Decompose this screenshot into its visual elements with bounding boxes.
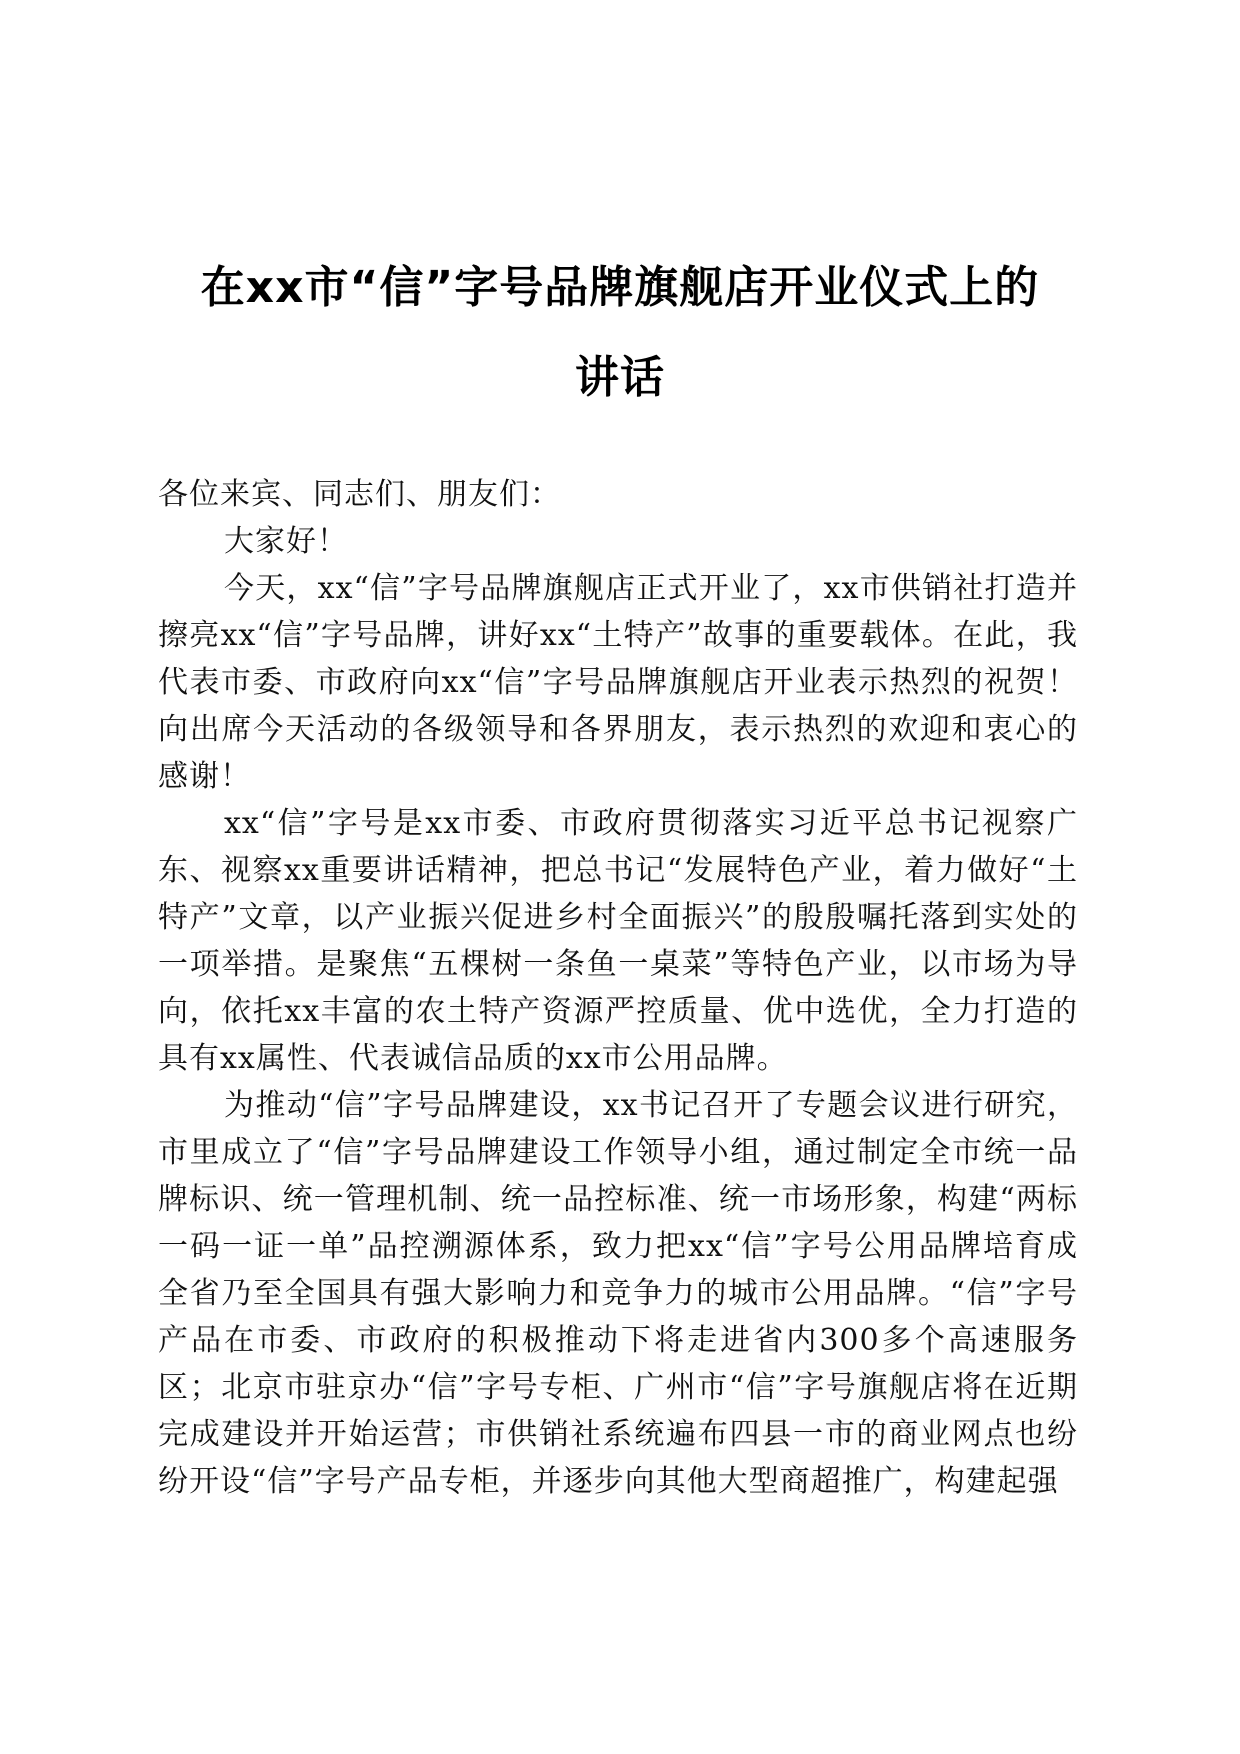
paragraph-2: xx“信”字号是xx市委、市政府贯彻落实习近平总书记视察广东、视察xx重要讲话精神，把总书记“发展特色产业，着力做好“土特产”文章，以产业振兴促进乡村全面振兴”的殷殷嘱托落到实处的一项举措。是聚焦“五棵树一条鱼一桌菜”等特色产业，以市场为导向，依托xx丰富的农土特产资源严控质量、优中选优，全力打造的具有xx属性、代表诚信品质的xx市公用品牌。 bbox=[158, 806, 1078, 1076]
document-body bbox=[158, 471, 1078, 1505]
paragraph-3: 为推动“信”字号品牌建设，xx书记召开了专题会议进行研究，市里成立了“信”字号品牌建设工作领导小组，通过制定全市统一品牌标识、统一管理机制、统一品控标准、统一市场形象，构建“两标一码一证一单”品控溯源体系，致力把xx“信”字号公用品牌培育成全省乃至全国具有强大影响力和竞争力的城市公用品牌。“信”字号产品在市委、市政府的积极推动下将走进省内300多个高速服务区；北京市驻京办“信”字号专柜、广州市“信”字号旗舰店将在近期完成建设并开始运营；市供销社系统遍布四县一市的商业网点也纷纷开设“信”字号产品专柜，并逐步向其他大型商超推广，构建起强 bbox=[158, 1088, 1078, 1499]
greeting: 大家好！ bbox=[224, 524, 348, 559]
salutation: 各位来宾、同志们、朋友们： bbox=[158, 477, 561, 512]
document-title-line-2: 讲话 bbox=[575, 352, 665, 403]
document-title-line-1: 在xx市“信”字号品牌旗舰店开业仪式上的 bbox=[200, 262, 1040, 313]
paragraph-1: 今天，xx“信”字号品牌旗舰店正式开业了，xx市供销社打造并擦亮xx“信”字号品牌，讲好xx“土特产”故事的重要载体。在此，我代表市委、市政府向xx“信”字号品牌旗舰店开业表示热烈的祝贺！向出席今天活动的各级领导和各界朋友，表示热烈的欢迎和衷心的感谢！ bbox=[158, 571, 1078, 794]
